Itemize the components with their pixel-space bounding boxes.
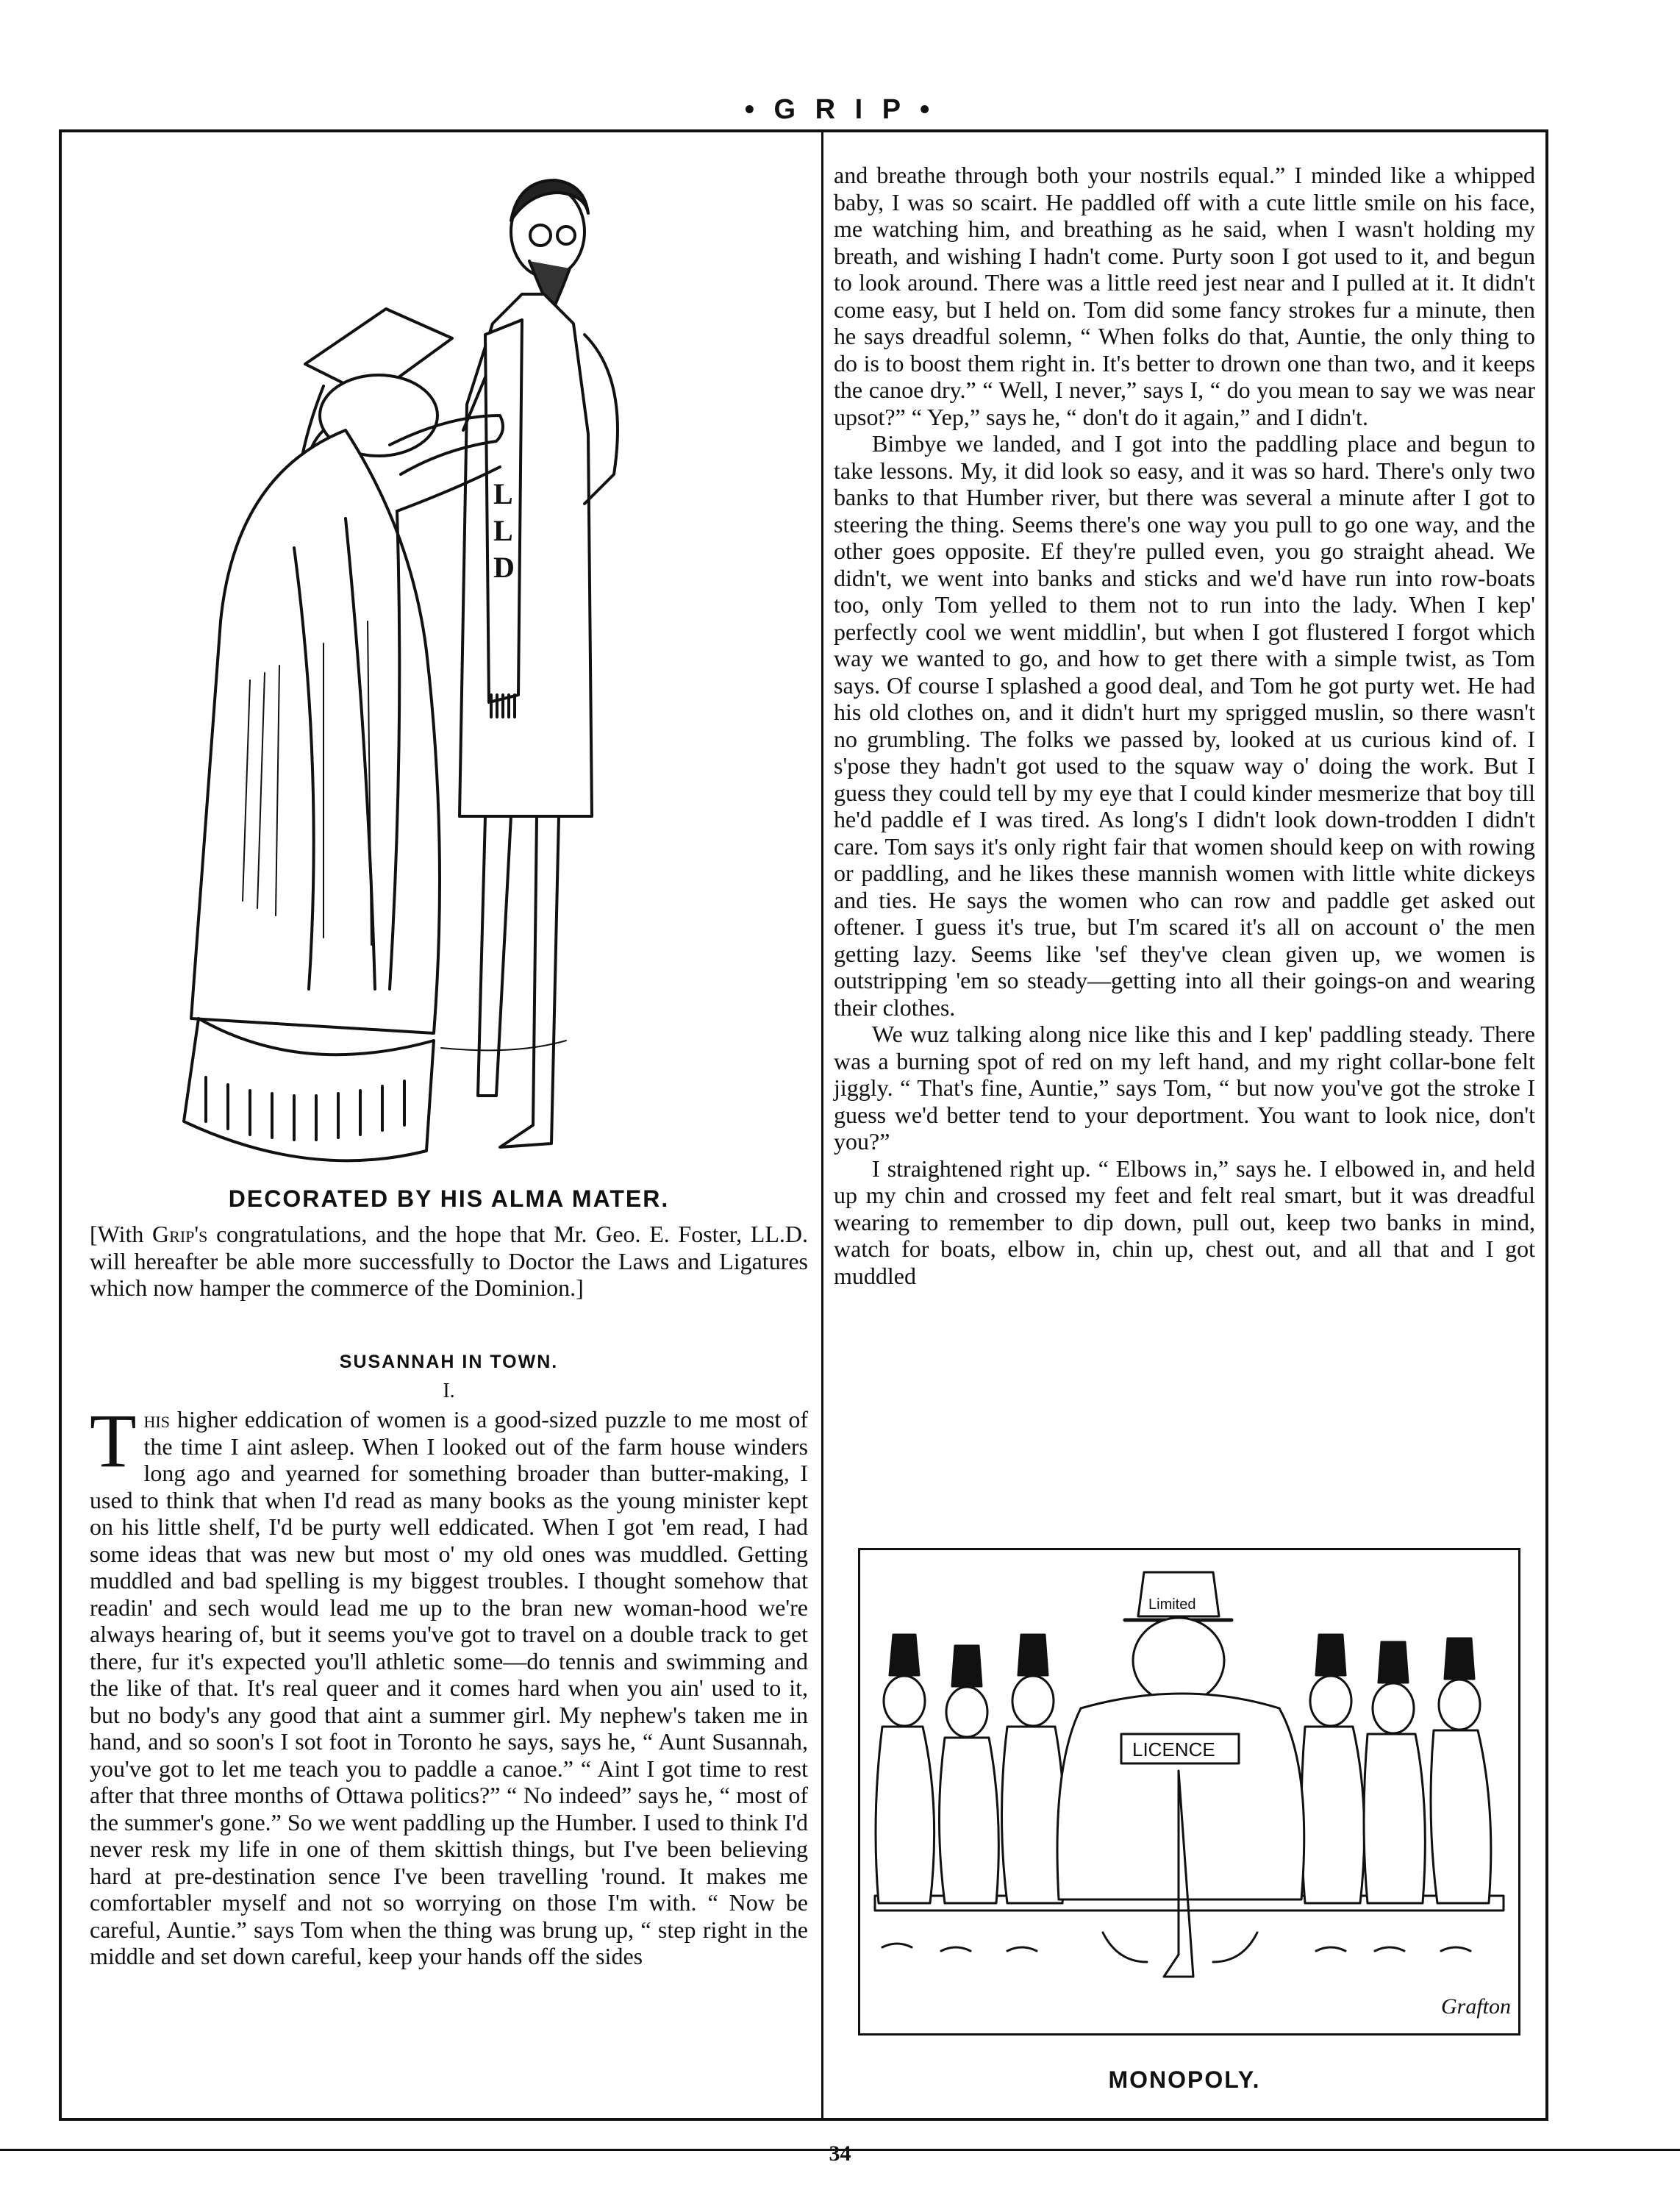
drop-cap: T: [90, 1399, 137, 1483]
blurb-open: [With: [90, 1221, 153, 1247]
alma-mater-illustration: [176, 165, 735, 1173]
sash-letter-3: D: [493, 551, 515, 584]
licence-sign: LICENCE: [1132, 1738, 1215, 1760]
blurb-text: congratulations, and the hope that Mr. Geo. E. Foster, LL.D. will hereafter be able more successfully to Doctor the Laws and Ligatures which now hamper the commerce of the Dominion.]: [90, 1221, 808, 1301]
caption-blurb: [90, 1221, 808, 1302]
blurb-grip: Grip's: [152, 1221, 208, 1247]
artist-signature: Grafton: [1441, 1994, 1512, 2019]
story-column-right: [834, 162, 1535, 1289]
illustration-caption-alma-mater: DECORATED BY HIS ALMA MATER.: [228, 1185, 670, 1212]
monopoly-illustration-frame: [858, 1548, 1520, 2036]
sash-letter-1: L: [493, 477, 513, 510]
page-number: 34: [829, 2141, 851, 2166]
sash-letter-2: L: [493, 514, 513, 547]
story-paragraph-4: We wuz talking along nice like this and I kep' paddling steady. There was a burning spot of red on my left hand, and my right collar-bone felt jiggly. “ That's fine, Auntie,” says Tom, “ but now you've got the stroke I guess we'd better tend to your deportment. You want to look nice, don't you?”: [834, 1021, 1535, 1155]
story-paragraph-3: Bimbye we landed, and I got into the paddling place and begun to take lessons. My, it did look so easy, and it was so hard. There's only two banks to that Humber river, but there was several a minute after I got to steering the thing. Seems there's one way you pull to go one way, and the other goes opposite. Ef they're pulled even, you go straight ahead. We didn't, we went into banks and sticks and we'd have run into row-boats too, only Tom yelled to them not to run into the lady. When I kep' perfectly cool we went middlin', but when I got flustered I forgot which way we wanted to go, and how to get there with a simple twist, as Tom says. Of course I splashed a good deal, and Tom he got purty wet. He had his old clothes on, and it didn't hurt my sprigged muslin, so there wasn't no grumbling. The folks we passed by, looked at us curious kind of. I s'pose they hadn't got used to the squaw way o' doing the work. But I guess they could tell by my eye that I could kinder mesmerize that boy till he'd paddle ef I was tired. As long's I didn't look down-trodden I didn't care. Tom says it's only right fair that women should keep on with rowing or paddling, and he likes these mannish women with little white dickeys and ties. He says the women who can row and paddle get asked out oftener. I guess it's true, but I'm scared it's all on account o' the men getting lazy. Seems like 'sef they've clean given up, we women is outstripping 'em so steady—getting into all their goings-on and wearing their clothes.: [834, 430, 1535, 1021]
column-rule: [821, 132, 823, 2118]
story-title: SUSANNAH IN TOWN.: [339, 1352, 559, 1372]
lead-word: his: [143, 1406, 170, 1433]
story-part-number: I.: [443, 1380, 455, 1402]
story-paragraph-5: I straightened right up. “ Elbows in,” says he. I elbowed in, and held up my chin and crossed my feet and felt real smart, but it was dreadful wearing to remember to dip down, pull out, keep two banks in mind, watch for boats, elbow in, chin up, chest out, and all that and I got muddled: [834, 1155, 1535, 1289]
masthead: • G R I P •: [744, 94, 936, 125]
story-paragraph-1: higher eddication of women is a good-sized puzzle to me most of the time I aint asleep. When I looked out of the farm house winders long ago and yearned for something broader than butter-making, I used to think that when I'd read as many books as the young minister kept on his little shelf, I'd be purty well eddicated. When I got 'em read, I had some ideas that was new but most o' my old ones was muddled. Getting muddled and bad spelling is my biggest troubles. I thought somehow that readin' and sech would lead me up to the bran new woman-hood we're always hearing of, but it seems you've got to travel on a double track to get there, fur it's expected you'll athletic some—do tennis and swimming and the like of that. It's real queer and it comes hard when you ain' used to it, but no body's any good that aint a summer girl. My nephew's taken me in hand, and so soon's I sot foot in Toronto he says, says he, “ Aunt Susannah, you've got to let me teach you to paddle a canoe.” “ Aint I got time to rest after that three months of Ottawa politics?” “ No indeed” says he, “ most of the summer's gone.” So we went paddling up the Humber. I used to think I'd never resk my life in one of them skittish things, but I've been believing hard at pre-destination sence I've been travelling 'round. It makes me comfortabler myself and not so worrying on those I'm with. “ Now be careful, Auntie.” says Tom when the thing was brung up, “ step right in the middle and set down careful, keep your hands off the sides: [90, 1406, 808, 1969]
monopoly-illustration: [860, 1550, 1518, 2033]
story-paragraph-2: and breathe through both your nostrils equal.” I minded like a whipped baby, I was so scairt. He paddled off with a cute little smile on his face, me watching him, and breathing as he said, when I wasn't holding my breath, and wishing I hadn't come. Purty soon I got used to it, and begun to look around. There was a little reed jest near and I pulled at it. It didn't come easy, but I held on. Tom did some fancy strokes fur a minute, then he says dreadful solemn, “ When folks do that, Auntie, the only thing to do is to boost them right in. It's better to drown one than two, and it keeps the canoe dry.” “ Well, I never,” says I, “ do you mean to say we was near upsot?” “ Yep,” says he, “ don't do it again,” and I didn't.: [834, 162, 1535, 430]
story-column-left: [90, 1399, 808, 1970]
hat-label: Limited: [1148, 1596, 1196, 1613]
illustration-caption-monopoly: MONOPOLY.: [1108, 2066, 1261, 2093]
